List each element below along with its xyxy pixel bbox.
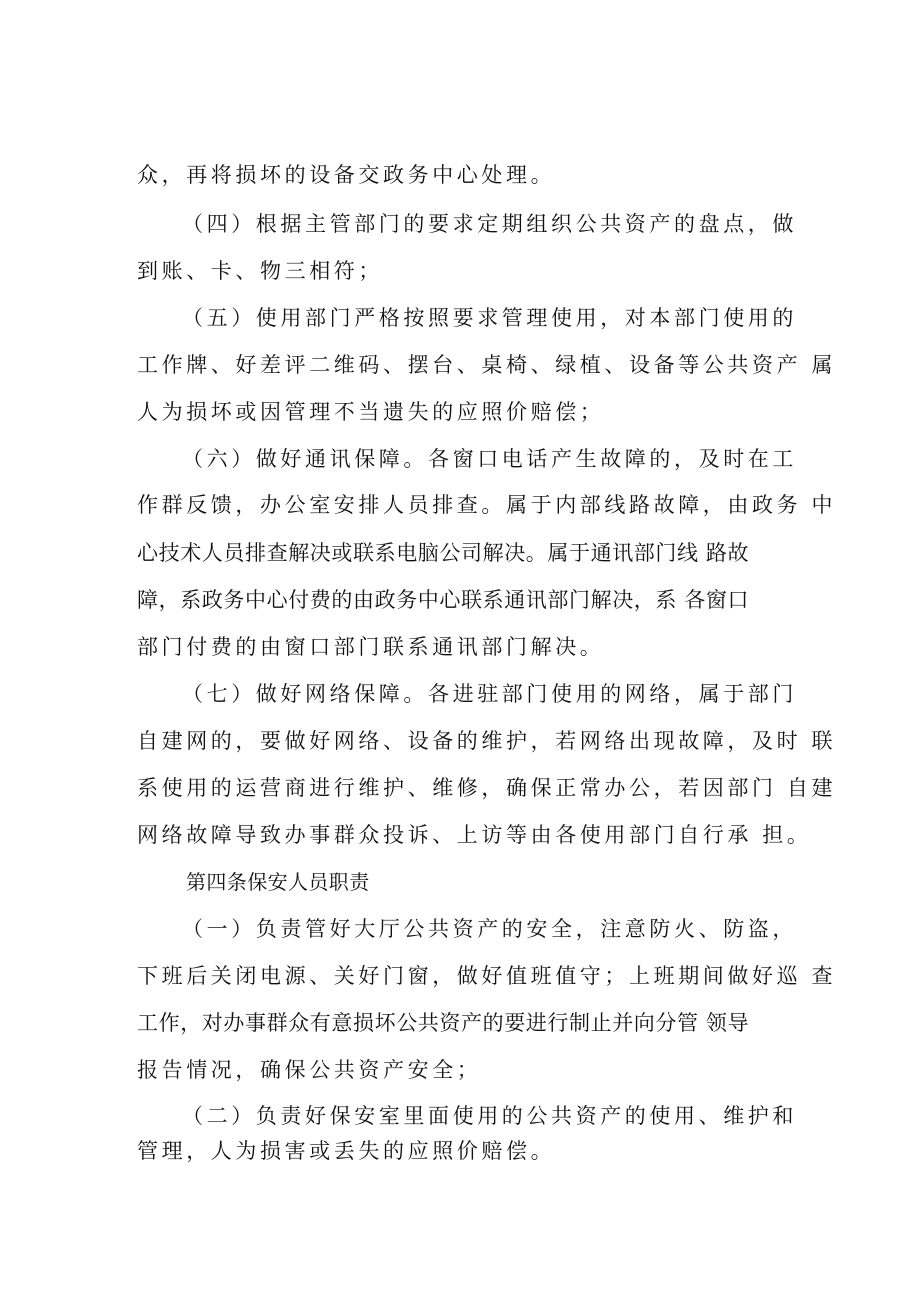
paragraph-line: （四）根据主管部门的要求定期组织公共资产的盘点，做 (182, 212, 797, 236)
paragraph-line: 自建网的，要做好网络、设备的维护，若网络出现故障，及时 联 (137, 729, 837, 753)
paragraph-line: （二）负责好保安室里面使用的公共资产的使用、维护和 (182, 1104, 797, 1128)
paragraph-line: （五）使用部门严格按照要求管理使用，对本部门使用的 (182, 306, 797, 330)
paragraph-line: （七）做好网络保障。各进驻部门使用的网络，属于部门 (182, 682, 797, 706)
paragraph-line: （一）负责管好大厅公共资产的安全，注意防火、防盗， (182, 917, 797, 941)
paragraph-line: 障，系政务中心付费的由政务中心联系通讯部门解决，系 各窗口 (137, 588, 750, 612)
section-heading: 第四条保安人员职责 (186, 870, 370, 894)
paragraph-line: 管理，人为损害或丢失的应照价赔偿。 (137, 1139, 556, 1163)
paragraph-line: 作群反馈，办公室安排人员排查。属于内部线路故障，由政务 中 (137, 493, 837, 517)
paragraph-line: 系使用的运营商进行维护、维修，确保正常办公，若因部门 自建 (137, 776, 837, 800)
paragraph-line: 工作牌、好差评二维码、摆台、桌椅、绿植、设备等公共资产 属 (137, 353, 837, 377)
paragraph-line: 工作，对办事群众有意损坏公共资产的要进行制止并向分管 领导 (137, 1011, 750, 1035)
paragraph-line: （六）做好通讯保障。各窗口电话产生故障的，及时在工 (182, 447, 797, 471)
paragraph-line: 报告情况，确保公共资产安全； (137, 1058, 482, 1082)
paragraph-line: 部门付费的由窗口部门联系通讯部门解决。 (137, 635, 605, 659)
paragraph-line: 人为损坏或因管理不当遗失的应照价赔偿； (137, 400, 605, 424)
paragraph-line: 到账、卡、物三相符； (137, 259, 383, 283)
paragraph-line: 心技术人员排查解决或联系电脑公司解决。属于通讯部门线 路故 (137, 541, 750, 565)
paragraph-line: 众，再将损坏的设备交政务中心处理。 (137, 163, 556, 187)
paragraph-line: 下班后关闭电源、关好门窗，做好值班值守；上班期间做好巡 查 (137, 964, 837, 988)
paragraph-line: 网络故障导致办事群众投诉、上访等由各使用部门自行承 担。 (137, 823, 812, 847)
